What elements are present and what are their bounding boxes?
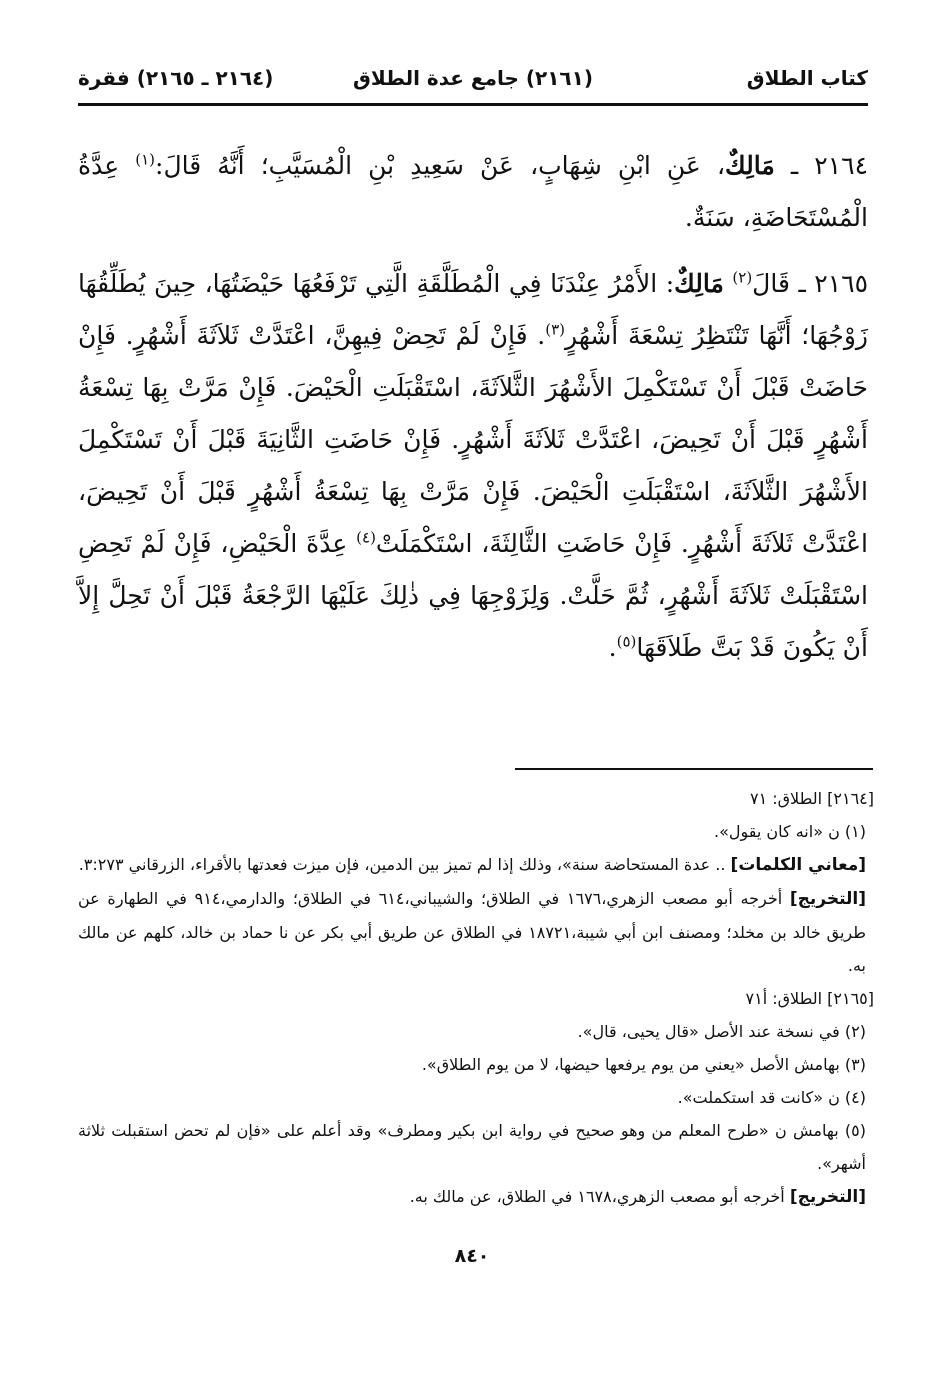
- reference-2165: [٢١٦٥] الطلاق: أ٧١: [745, 989, 874, 1008]
- page-number: ٨٤٠: [454, 1245, 490, 1267]
- takhrij-text: أخرجه أبو مصعب الزهري،١٦٧٨ في الطلاق، عن مالك به.: [409, 1187, 790, 1206]
- footnote-separator: [515, 768, 873, 770]
- chapter-title: (٢١٦١) جامع عدة الطلاق: [353, 66, 593, 90]
- takhrij-label: [التخريج]: [789, 889, 867, 909]
- takhrij-text: أخرجه أبو مصعب الزهري،١٦٧٦ في الطلاق؛ والشيباني،٦١٤ في الطلاق؛ والدارمي،٩١٤ في الطهارة عن طريق خالد بن مخلد؛ ومصنف ابن أبي شيبة،١٨٧٢١ في الطلاق عن طريق أبي بكر عن نا حماد بن خالد، كلهم عن مالك به.: [78, 889, 866, 975]
- footnote-marker: (١): [135, 150, 156, 169]
- running-header: [78, 60, 868, 100]
- footnote-4: (٤) ن «كانت قد استكملت».: [677, 1088, 866, 1107]
- takhrij-label: [التخريج]: [789, 1187, 866, 1207]
- header-rule: [78, 103, 868, 106]
- paragraph-range: (٢١٦٤ ـ ٢١٦٥) فقرة: [78, 66, 274, 90]
- reference-2164: [٢١٦٤] الطلاق: ٧١: [749, 789, 874, 808]
- meanings-text: .. عدة المستحاضة سنة»، وذلك إذا لم تميز بين الدمين، فإن ميزت فعدتها بالأقراء، الزرقاني ٣:٢٧٣.: [78, 855, 731, 874]
- footnote-2: (٢) في نسخة عند الأصل «قال يحيى، قال».: [577, 1022, 866, 1041]
- narrator-name: مَالِكٌ: [725, 151, 775, 180]
- narrator-name: مَالِكٌ: [674, 269, 724, 298]
- main-text: [78, 140, 868, 674]
- hadith-text: .: [608, 633, 617, 662]
- hadith-text: : الأَمْرُ عِنْدَنَا فِي الْمُطَلَّقَةِ الَّتِي تَرْفَعُهَا حَيْضَتُهَا، حِينَ يُطَلِّقُهَا زَوْجُهَا؛ أَنَّهَا تَنْتَظِرُ تِسْعَةَ أَشْهُرٍ: [78, 269, 868, 350]
- hadith-number: ٢١٦٥ ـ: [798, 269, 869, 298]
- takhrij-2165: [78, 1180, 866, 1214]
- footnote-marker: (٢): [732, 268, 753, 287]
- footnote-marker: (٤): [356, 528, 376, 547]
- footnote-marker: (٥): [616, 632, 637, 651]
- word-meanings: [78, 848, 866, 882]
- footnotes: [78, 782, 874, 1214]
- hadith-2164: [78, 140, 868, 244]
- footnote-3: (٣) بهامش الأصل «يعني من يوم يرفعها حيضها، لا من يوم الطلاق».: [421, 1055, 866, 1074]
- hadith-text: . فَإِنْ لَمْ تَحِضْ فِيهِنَّ، اعْتَدَّتْ ثَلاَثَةَ أَشْهُرٍ. فَإِنْ حَاضَتْ قَبْلَ أَنْ تَسْتَكْمِلَ الأَشْهُرَ الثَّلاَثَةَ، اسْتَقْبَلَتِ الْحَيْضَ. فَإِنْ مَرَّتْ بِهَا تِسْعَةُ أَشْهُرٍ قَبْلَ أَنْ تَحِيضَ، اعْتَدَّتْ ثَلاَثَةَ أَشْهُرٍ. فَإِنْ حَاضَتِ الثَّانِيَةَ قَبْلَ أَنْ تَسْتَكْمِلَ الأَشْهُرَ الثَّلاَثَةَ، اسْتَقْبَلَتِ الْحَيْضَ. فَإِنْ مَرَّتْ بِهَا تِسْعَةُ أَشْهُرٍ قَبْلَ أَنْ تَحِيضَ، اعْتَدَّتْ ثَلاَثَةَ أَشْهُرٍ. فَإِنْ حَاضَتِ الثَّالِثَةَ، اسْتَكْمَلَتْ: [78, 321, 869, 558]
- hadith-number: ٢١٦٤ ـ: [790, 151, 868, 180]
- hadith-text: قَالَ: [752, 269, 790, 298]
- hadith-2165: [78, 258, 868, 674]
- book-title: كتاب الطلاق: [746, 66, 868, 90]
- hadith-text: ، عَنِ ابْنِ شِهَابٍ، عَنْ سَعِيدِ بْنِ الْمُسَيَّبِ؛ أَنَّهُ قَالَ:: [155, 151, 726, 180]
- footnote-marker: (٣): [545, 320, 566, 339]
- hadith-text: عِدَّةُ الْمُسْتَحَاضَةِ، سَنَةٌ.: [78, 151, 868, 232]
- meanings-label: [معاني الكلمات]: [730, 855, 866, 875]
- hadith-text: عِدَّةَ الْحَيْضِ، فَإِنْ لَمْ تَحِضِ اسْتَقْبَلَتْ ثَلاَثَةَ أَشْهُرٍ، ثُمَّ حَلَّتْ. وَلِزَوْجِهَا فِي ذٰلِكَ عَلَيْهَا الرَّجْعَةُ قَبْلَ أَنْ تَحِلَّ إِلاَّ أَنْ يَكُونَ قَدْ بَتَّ طَلاَقَهَا: [78, 529, 868, 662]
- footnote-1: (١) ن «انه كان يقول».: [714, 822, 866, 841]
- takhrij-2164: [78, 882, 866, 982]
- footnote-5: (٥) بهامش ن «طرح المعلم من وهو صحيح في رواية ابن بكير ومطرف» وقد أعلم على «فإن لم تحض استقبلت ثلاثة أشهر».: [78, 1121, 866, 1173]
